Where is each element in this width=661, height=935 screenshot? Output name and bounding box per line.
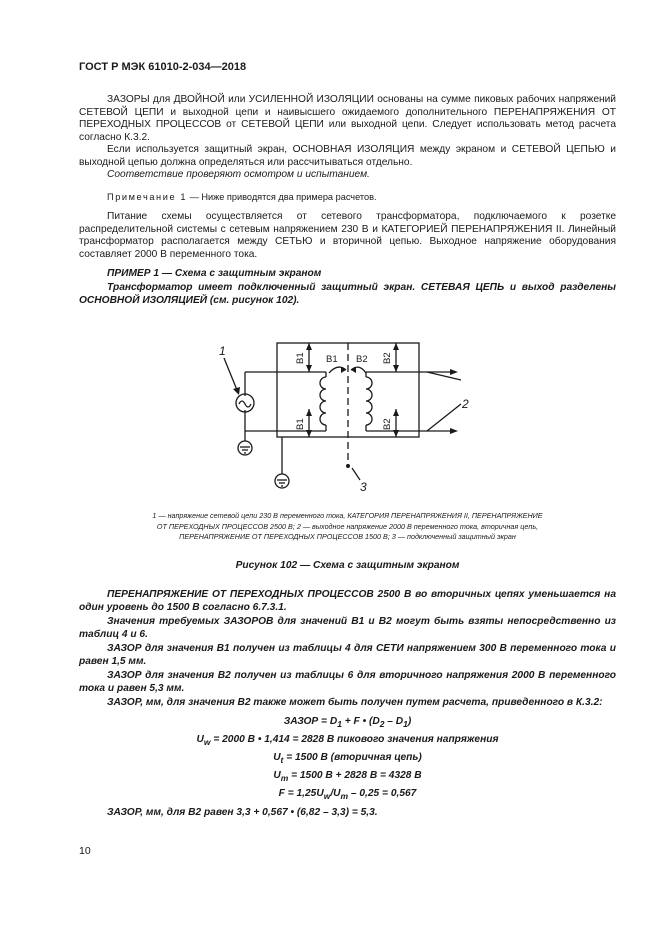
- paragraph-compliance: Соответствие проверяют осмотром и испытанием.: [107, 169, 370, 180]
- label-b1-bottom: B1: [295, 418, 306, 430]
- caption-line-2: ОТ ПЕРЕХОДНЫХ ПРОЦЕССОВ 2500 В; 2 — выходное напряжение 2000 В переменного тока, вторичная цепь,: [156, 521, 539, 531]
- figure-title: Рисунок 102 — Схема с защитным экраном: [235, 560, 460, 571]
- paragraph-shield: Если используется защитный экран, ОСНОВНАЯ ИЗОЛЯЦИЯ между экраном и СЕТЕВОЙ ЦЕПЬЮ и выходной цепью должна определяться или рассчитываться отдельно.: [79, 144, 616, 168]
- calc-b1: ЗАЗОР для значения В1 получен из таблицы 4 для СЕТИ напряжением 300 В переменного тока и равен 1,5 мм.: [79, 643, 616, 667]
- formula-uw: $U_w = 2000$ В • 1,414 = 2828 В пикового значения напряжения: [196, 734, 499, 748]
- formula-ut: $U_t = 1500$ В (вторичная цепь): [273, 752, 422, 766]
- note-label: Примечание 1: [107, 192, 188, 202]
- figure-caption: [79, 511, 616, 543]
- callout-1: 1: [219, 344, 226, 358]
- primary-coil: [320, 377, 326, 425]
- calc-overvoltage: ПЕРЕНАПРЯЖЕНИЕ ОТ ПЕРЕХОДНЫХ ПРОЦЕССОВ 2500 В во вторичных цепях уменьшается на один уровень до 1500 В согласно 6.7.3.1.: [79, 589, 616, 613]
- label-b2-bottom: B2: [382, 418, 393, 430]
- note-text: — Ниже приводятся два примера расчетов.: [187, 192, 377, 202]
- document-header: ГОСТ Р МЭК 61010-2-034—2018: [79, 61, 247, 73]
- formula-clearance: ЗАЗОР = $D_1 + F$ • $(D_2 - D_1)$: [283, 716, 412, 730]
- label-b1-arc: B1: [326, 354, 338, 365]
- formula-um: $U_m = 1500$ В + 2828 В = 4328 В: [273, 770, 422, 784]
- formula-f: $F = 1,25U_w/U_m - 0,25 = 0,567$: [278, 788, 417, 802]
- secondary-coil: [366, 377, 372, 425]
- caption-line-3: ПЕРЕНАПРЯЖЕНИЕ ОТ ПЕРЕХОДНЫХ ПРОЦЕССОВ 1500 В; 3 — подключенный защитный экран: [179, 532, 516, 542]
- example-text: Трансформатор имеет подключенный защитный экран. СЕТЕВАЯ ЦЕПЬ и выход разделены ОСНОВНОЙ ИЗОЛЯЦИЕЙ (см. рисунок 102).: [79, 282, 616, 306]
- calc-result: ЗАЗОР, мм, для В2 равен 3,3 + 0,567 • (6,82 – 3,3) = 5,3.: [107, 807, 378, 818]
- caption-line-1: 1 — напряжение сетевой цепи 230 В переменного тока, КАТЕГОРИЯ ПЕРЕНАПРЯЖЕНИЯ II, ПЕРЕНАПРЯЖЕНИЕ: [152, 511, 543, 520]
- calc-b2-method: ЗАЗОР, мм, для значения В2 также может быть получен путем расчета, приведенного в К.3.2:: [107, 697, 603, 708]
- label-b2-arc: B2: [356, 354, 368, 365]
- calc-clearance-values: Значения требуемых ЗАЗОРОВ для значений В1 и В2 могут быть взяты непосредственно из таблиц 4 и 6.: [79, 616, 616, 640]
- callout-3: 3: [360, 480, 367, 494]
- label-b2-top: B2: [382, 352, 393, 364]
- calc-b2: ЗАЗОР для значения В2 получен из таблицы 6 для вторичного напряжения 2000 В переменного тока и равен 5,3 мм.: [79, 670, 616, 694]
- paragraph-power: Питание схемы осуществляется от сетевого трансформатора, подключаемого к розетке распределительной системы с сетевым напряжением 230 В и КАТЕГОРИЕЙ ПЕРЕНАПРЯЖЕНИЯ II. Линейный трансформатор располагается между СЕТЬЮ и вторичной цепью. Выходное напряжение оборудования составляет 2000 В переменного тока.: [79, 211, 616, 260]
- paragraph-clearances: ЗАЗОРЫ для ДВОЙНОЙ или УСИЛЕННОЙ ИЗОЛЯЦИИ основаны на сумме пиковых рабочих напряжений СЕТЕВОЙ ЦЕПИ и выходной цепи и наивысшего ожидаемого дополнительного ПЕРЕНАПРЯЖЕНИЯ ОТ ПЕРЕХОДНЫХ ПРОЦЕССОВ от СЕТЕВОЙ ЦЕПИ или выходной цепи. Следует использовать метод расчета согласно К.3.2.: [79, 94, 616, 143]
- page-number: 10: [79, 845, 91, 857]
- callout-2: 2: [462, 397, 469, 411]
- label-b1-top: B1: [295, 352, 306, 364]
- example-title: ПРИМЕР 1 — Схема с защитным экраном: [107, 268, 322, 279]
